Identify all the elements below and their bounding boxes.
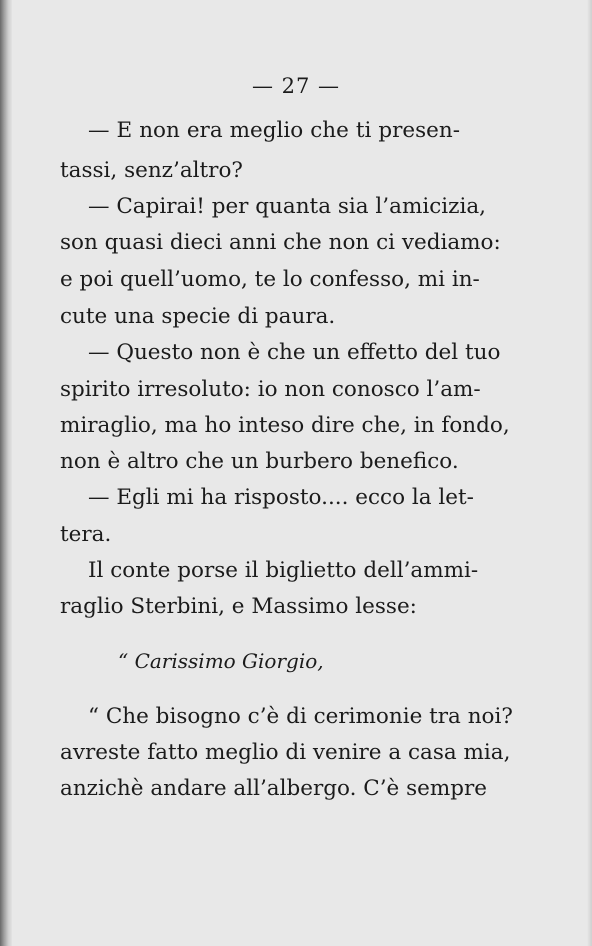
text-line-13: Il conte porse il biglietto dell’ammi-	[88, 558, 479, 583]
text-line-14: raglio Sterbini, e Massimo lesse:	[60, 594, 417, 619]
letter-salutation: “ Carissimo Giorgio,	[118, 649, 324, 673]
text-line-10: non è altro che un burbero benefico.	[60, 449, 459, 474]
text-line-9: miraglio, ma ho inteso dire che, in fondo,	[60, 413, 510, 438]
text-line-8: spirito irresoluto: io non conosco l’am-	[60, 377, 481, 402]
text-line-11: — Egli mi ha risposto.... ecco la let-	[88, 485, 474, 510]
text-line-4: son quasi dieci anni che non ci vediamo:	[60, 230, 501, 255]
text-line-3: — Capirai! per quanta sia l’amicizia,	[88, 194, 486, 219]
text-line-1: — E non era meglio che ti presen-	[88, 118, 460, 143]
text-line-16: “ Che bisogno c’è di cerimonie tra noi?	[88, 704, 513, 729]
text-line-7: — Questo non è che un effetto del tuo	[88, 340, 501, 365]
text-line-17: avreste fatto meglio di venire a casa mia,	[60, 740, 511, 765]
book-spine-shadow	[0, 0, 12, 946]
page-edge-shadow	[587, 0, 592, 946]
text-line-2: tassi, senz’altro?	[60, 158, 243, 183]
text-line-6: cute una specie di paura.	[60, 304, 336, 329]
text-line-5: e poi quell’uomo, te lo confesso, mi in-	[60, 267, 480, 292]
page-number: — 27 —	[251, 74, 341, 98]
text-line-18: anzichè andare all’albergo. C’è sempre	[60, 776, 488, 801]
text-line-12: tera.	[60, 522, 112, 547]
